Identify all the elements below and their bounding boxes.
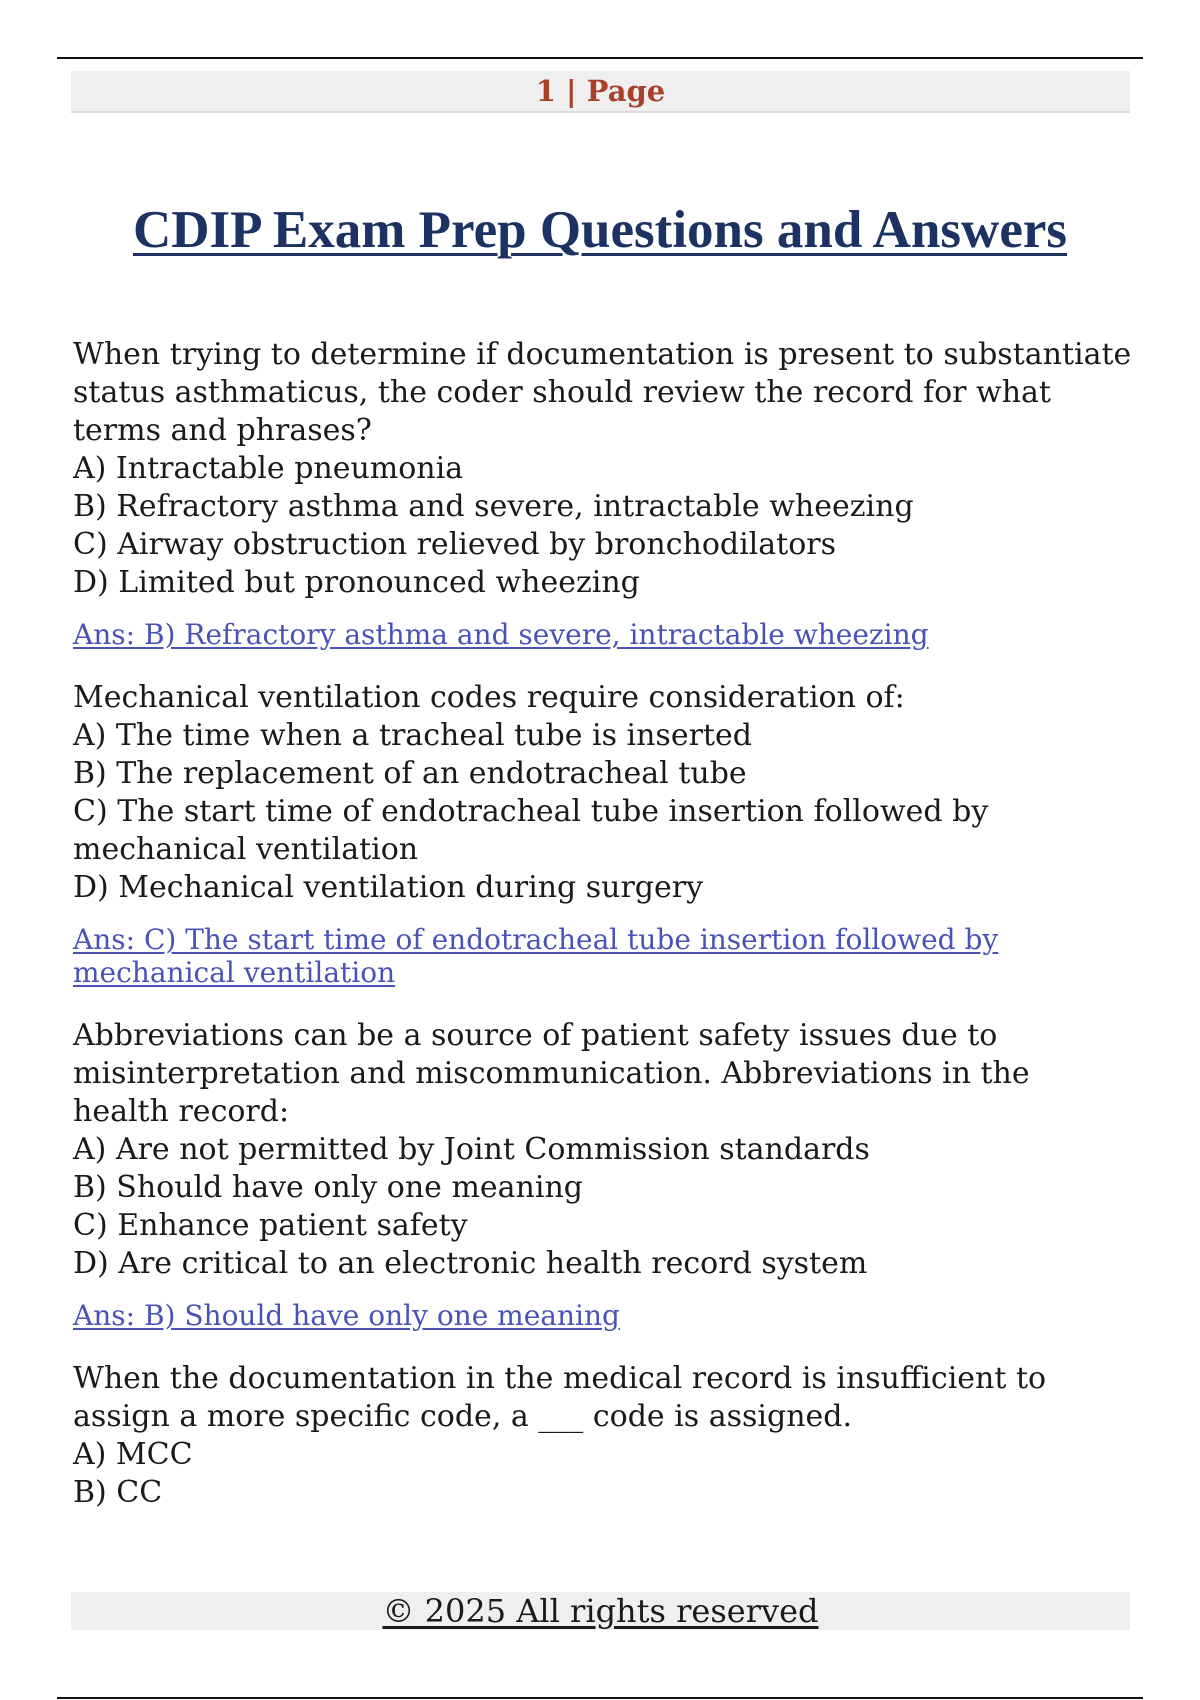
- page-header: [71, 71, 1130, 113]
- option-c: C) Enhance patient safety: [73, 1208, 468, 1243]
- answer-wrap: [73, 618, 1133, 651]
- option-d: D) Mechanical ventilation during surgery: [73, 870, 704, 905]
- question-block-3: [73, 1017, 1133, 1332]
- question-text: When trying to determine if documentation is present to substantiate status asthmaticus, the coder should review the record for what terms and phrases?: [73, 337, 1132, 448]
- option-d: D) Limited but pronounced wheezing: [73, 565, 640, 600]
- bottom-rule: [57, 1697, 1143, 1699]
- answer-link[interactable]: Ans: B) Refractory asthma and severe, intractable wheezing: [73, 618, 929, 651]
- question-text: When the documentation in the medical record is insufficient to assign a more specific code, a ___ code is assigned.: [73, 1361, 1047, 1434]
- option-a: A) Are not permitted by Joint Commission standards: [73, 1132, 870, 1167]
- option-c: C) The start time of endotracheal tube insertion followed by mechanical ventilation: [73, 794, 989, 867]
- question-block-4: [73, 1360, 1133, 1512]
- document-title: CDIP Exam Prep Questions and Answers: [133, 201, 1067, 259]
- page-number-label: 1 | Page: [535, 74, 666, 108]
- option-a: A) The time when a tracheal tube is inserted: [73, 718, 752, 753]
- page-footer: [71, 1592, 1130, 1630]
- option-a: A) Intractable pneumonia: [73, 451, 464, 486]
- question-block-2: [73, 679, 1133, 989]
- option-a: A) MCC: [73, 1437, 193, 1472]
- question-text: Abbreviations can be a source of patient safety issues due to misinterpretation and miscommunication. Abbreviations in the health record:: [73, 1018, 1030, 1129]
- option-b: B) CC: [73, 1475, 163, 1510]
- answer-wrap: [73, 923, 1133, 989]
- question-text: Mechanical ventilation codes require consideration of:: [73, 680, 905, 715]
- answer-wrap: [73, 1299, 1133, 1332]
- answer-link[interactable]: Ans: C) The start time of endotracheal tube insertion followed by mechanical ventilation: [73, 923, 999, 989]
- option-b: B) Should have only one meaning: [73, 1170, 583, 1205]
- option-d: D) Are critical to an electronic health record system: [73, 1246, 868, 1281]
- answer-link[interactable]: Ans: B) Should have only one meaning: [73, 1299, 620, 1332]
- question-list: [73, 336, 1133, 1512]
- copyright-text: © 2025 All rights reserved: [382, 1592, 819, 1630]
- option-c: C) Airway obstruction relieved by bronchodilators: [73, 527, 837, 562]
- top-rule: [57, 57, 1143, 59]
- option-b: B) Refractory asthma and severe, intractable wheezing: [73, 489, 914, 524]
- question-block-1: [73, 336, 1133, 651]
- option-b: B) The replacement of an endotracheal tube: [73, 756, 747, 791]
